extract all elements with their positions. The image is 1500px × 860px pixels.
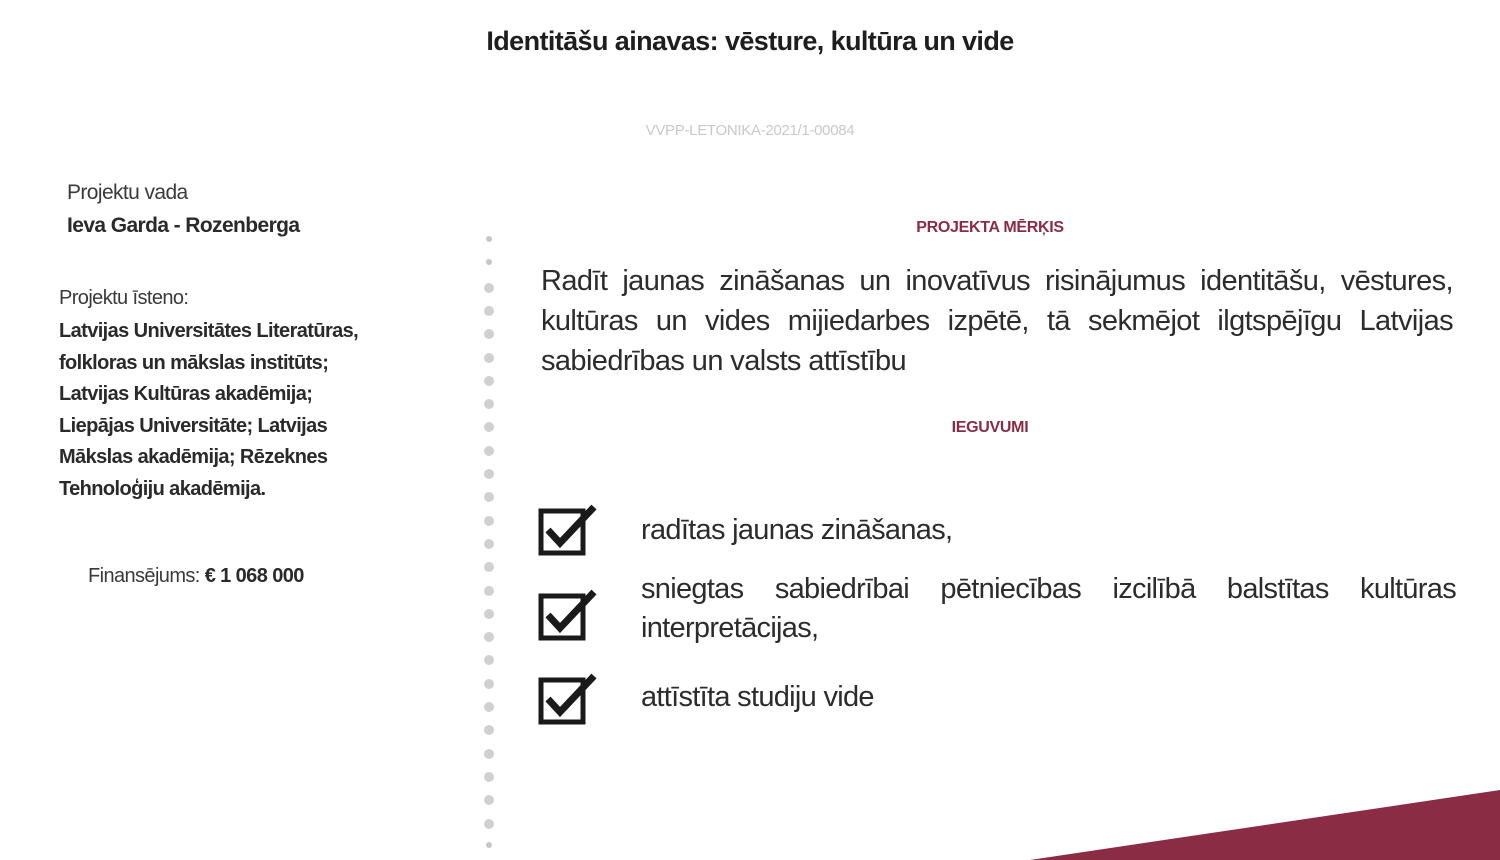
divider-dot: [484, 679, 494, 689]
divider-dot: [484, 655, 494, 665]
divider-dot: [484, 586, 494, 596]
dotted-divider: [482, 236, 496, 860]
divider-dot: [486, 259, 492, 265]
divider-dot: [484, 819, 494, 829]
divider-dot: [484, 329, 494, 339]
project-lead-label: Projektu vada: [67, 181, 188, 204]
funding-label: Finansējums:: [88, 565, 205, 587]
divider-dot: [484, 609, 494, 619]
divider-dot: [484, 749, 494, 759]
benefits-heading: IEGUVUMI: [951, 419, 1029, 436]
implementer-line: Latvijas Universitātes Literatūras,: [59, 320, 359, 342]
project-lead-name: Ieva Garda - Rozenberga: [67, 214, 300, 237]
divider-dot: [484, 446, 494, 456]
divider-dot: [484, 306, 494, 316]
goal-text: Radīt jaunas zināšanas un inovatīvus risinājumus identitāšu, vēstures, kultūras un vides mijiedarbes izpētē, tā sekmējot ilgtspējīgu Latvijas sabiedrības un valsts attīstību: [541, 265, 1453, 377]
divider-dot: [484, 795, 494, 805]
divider-dot: [484, 376, 494, 386]
goal-heading: PROJEKTA MĒRĶIS: [916, 219, 1064, 236]
divider-dot: [484, 422, 494, 432]
divider-dot: [484, 772, 494, 782]
divider-dot: [484, 702, 494, 712]
benefit-item: [538, 503, 1458, 559]
implementer-line: Liepājas Universitāte; Latvijas: [59, 414, 328, 437]
divider-dot: [486, 842, 492, 848]
implementers-list: [59, 316, 439, 505]
divider-dot: [484, 725, 494, 735]
divider-dot: [484, 492, 494, 502]
divider-dot: [484, 516, 494, 526]
slide-title: Identitāšu ainavas: vēsture, kultūra un vide: [486, 26, 1014, 56]
funding: [88, 565, 304, 588]
divider-dot: [484, 353, 494, 363]
checkbox-checked-icon: [538, 503, 600, 557]
implementer-line: Tehnoloģiju akadēmija.: [59, 477, 266, 500]
project-code: VVPP-LETONIKA-2021/1-00084: [645, 122, 855, 139]
divider-dot: [484, 539, 494, 549]
implementer-line: folkloras un mākslas institūts;: [59, 351, 329, 374]
benefit-item: [538, 672, 1458, 728]
divider-dot: [484, 562, 494, 572]
divider-dot: [484, 469, 494, 479]
divider-dot: [486, 236, 492, 242]
funding-amount: € 1 068 000: [204, 565, 304, 587]
checkbox-checked-icon: [538, 672, 600, 726]
corner-accent-shape: [1000, 790, 1500, 860]
benefit-text: attīstīta studiju vide: [641, 681, 874, 713]
implementer-line: Mākslas akadēmija; Rēzeknes: [59, 446, 328, 468]
divider-dot: [484, 632, 494, 642]
divider-dot: [484, 283, 494, 293]
divider-dot: [484, 399, 494, 409]
benefit-text: sniegtas sabiedrībai pētniecības izcilībā balstītas kultūras interpretācijas,: [641, 573, 1456, 644]
checkbox-checked-icon: [538, 588, 600, 642]
implementers-label: Projektu īsteno:: [59, 287, 189, 309]
benefit-item: [538, 570, 1458, 650]
benefit-text: radītas jaunas zināšanas,: [641, 514, 953, 546]
implementer-line: Latvijas Kultūras akadēmija;: [59, 383, 313, 405]
